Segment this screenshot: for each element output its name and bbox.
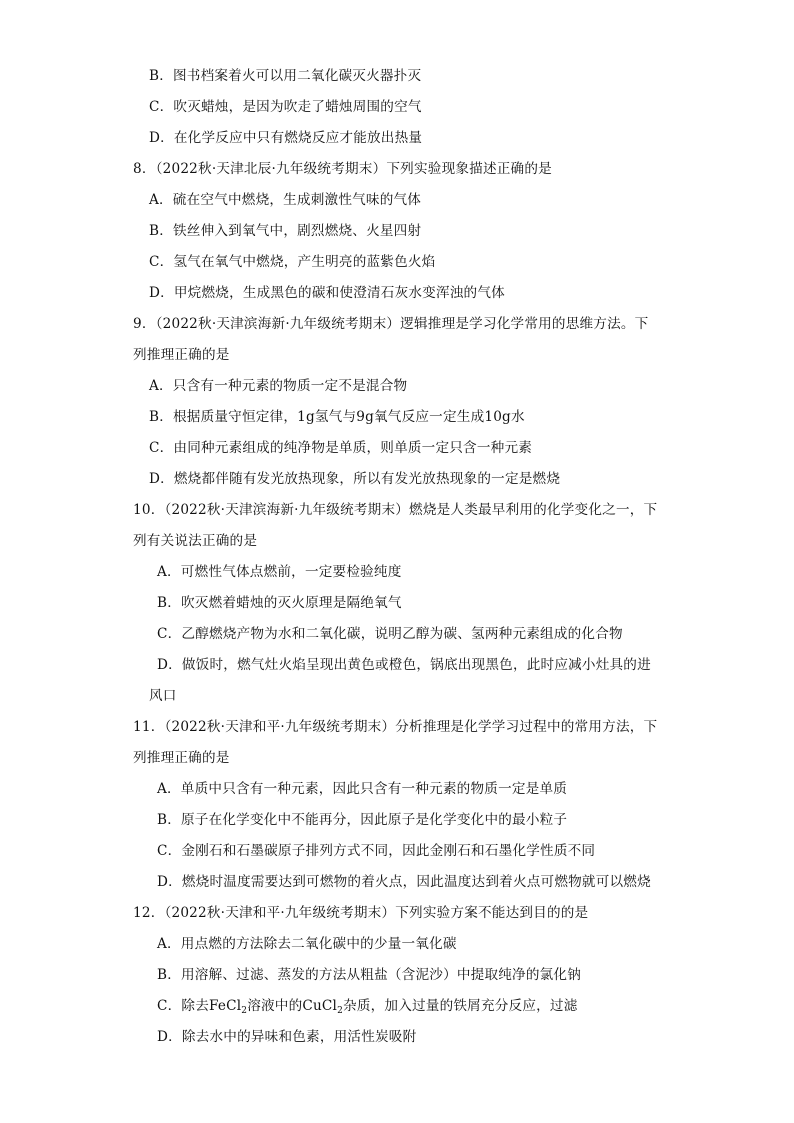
option-9a: A．只含有一种元素的物质一定不是混合物 xyxy=(149,378,408,394)
subscript: 2 xyxy=(337,1006,344,1016)
option-11a: A．单质中只含有一种元素，因此只含有一种元素的物质一定是单质 xyxy=(157,781,568,797)
option-7b: B．图书档案着火可以用二氧化碳灭火器扑灭 xyxy=(149,68,422,84)
option-12c-part2: 溶液中的CuCl xyxy=(247,998,338,1014)
question-10-stem: 10．（2022秋·天津滨海新·九年级统考期末）燃烧是人类最早利用的化学变化之一，下 xyxy=(133,502,658,518)
option-8c: C．氢气在氧气中燃烧，产生明亮的蓝紫色火焰 xyxy=(149,254,436,270)
option-9b: B．根据质量守恒定律，1g氢气与9g氧气反应一定生成10g水 xyxy=(149,409,525,425)
option-11d: D．燃烧时温度需要达到可燃物的着火点，因此温度达到着火点可燃物就可以燃烧 xyxy=(157,874,651,890)
option-12c-part1: C．除去FeCl xyxy=(157,998,242,1014)
option-12c-part3: 杂质，加入过量的铁屑充分反应，过滤 xyxy=(343,998,578,1014)
option-10d: D．做饭时，燃气灶火焰呈现出黄色或橙色，锅底出现黑色，此时应减小灶具的进 xyxy=(157,657,651,673)
option-11c: C．金刚石和石墨碳原子排列方式不同，因此金刚石和石墨化学性质不同 xyxy=(157,843,596,859)
question-9-stem: 9．（2022秋·天津滨海新·九年级统考期末）逻辑推理是学习化学常用的思维方法。下 xyxy=(133,316,649,332)
question-11-stem-cont: 列推理正确的是 xyxy=(133,750,230,766)
option-8a: A．硫在空气中燃烧，生成刺激性气味的气体 xyxy=(149,192,422,208)
option-9c: C．由同种元素组成的纯净物是单质，则单质一定只含一种元素 xyxy=(149,440,533,456)
option-12c xyxy=(157,996,578,1016)
option-9d: D．燃烧都伴随有发光放热现象，所以有发光放热现象的一定是燃烧 xyxy=(149,471,561,487)
option-8d: D．甲烷燃烧，生成黑色的碳和使澄清石灰水变浑浊的气体 xyxy=(149,285,505,301)
option-7c: C．吹灭蜡烛，是因为吹走了蜡烛周围的空气 xyxy=(149,99,422,115)
option-10d-cont: 风口 xyxy=(149,688,177,704)
question-12-stem: 12．（2022秋·天津和平·九年级统考期末）下列实验方案不能达到目的的是 xyxy=(133,905,589,921)
option-12b: B．用溶解、过滤、蒸发的方法从粗盐（含泥沙）中提取纯净的氯化钠 xyxy=(157,967,581,983)
question-11-stem: 11．（2022秋·天津和平·九年级统考期末）分析推理是化学学习过程中的常用方法，下 xyxy=(133,719,658,735)
option-10b: B．吹灭燃着蜡烛的灭火原理是隔绝氧气 xyxy=(157,595,402,611)
option-8b: B．铁丝伸入到氧气中，剧烈燃烧、火星四射 xyxy=(149,223,422,239)
option-10a: A．可燃性气体点燃前，一定要检验纯度 xyxy=(157,564,402,580)
option-7d: D．在化学反应中只有燃烧反应才能放出热量 xyxy=(149,130,423,146)
question-8-stem: 8．（2022秋·天津北辰·九年级统考期末）下列实验现象描述正确的是 xyxy=(133,161,552,177)
question-10-stem-cont: 列有关说法正确的是 xyxy=(133,533,258,549)
option-11b: B．原子在化学变化中不能再分，因此原子是化学变化中的最小粒子 xyxy=(157,812,568,828)
option-12d: D．除去水中的异味和色素，用活性炭吸附 xyxy=(157,1029,417,1045)
option-10c: C．乙醇燃烧产物为水和二氧化碳，说明乙醇为碳、氢两种元素组成的化合物 xyxy=(157,626,623,642)
subscript: 2 xyxy=(241,1006,248,1016)
option-12a: A．用点燃的方法除去二氧化碳中的少量一氧化碳 xyxy=(157,936,457,952)
question-9-stem-cont: 列推理正确的是 xyxy=(133,347,230,363)
